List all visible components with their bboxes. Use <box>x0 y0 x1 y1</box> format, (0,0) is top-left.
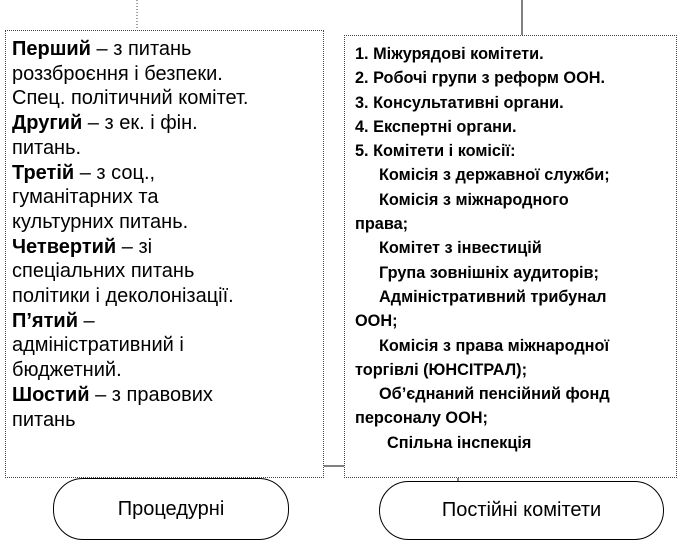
committee-description: спеціальних питань <box>12 260 195 283</box>
standing-body-line: Комісія з державної служби; <box>379 166 610 185</box>
committee-description: бюджетний. <box>12 359 122 382</box>
standing-committees-label: Постійні комітети <box>441 499 602 521</box>
standing-body-line: ООН; <box>355 312 398 331</box>
standing-body-line: 4. Експертні органи. <box>355 117 517 136</box>
standing-body-line: Комітет з інвестицій <box>379 239 542 258</box>
standing-body-line: персоналу ООН; <box>355 409 488 428</box>
standing-body-line: права; <box>355 215 409 234</box>
committee-description: адміністративний і <box>12 334 184 357</box>
standing-body-line: 1. Міжурядові комітети. <box>355 45 544 63</box>
committee-description: гуманітарних та <box>12 186 159 209</box>
committee-name: Перший <box>12 38 91 60</box>
main-committee-line <box>12 111 323 136</box>
committee-name: Другий <box>12 112 83 135</box>
committee-name: Шостий <box>12 383 90 406</box>
main-committee-line <box>12 185 323 210</box>
committee-name: П’ятий <box>12 309 78 332</box>
main-committee-line <box>12 284 323 309</box>
standing-body-line: 2. Робочі групи з реформ ООН. <box>355 69 606 88</box>
standing-body-line: Група зовнішніх аудиторів; <box>379 263 599 282</box>
committee-description: – з правових <box>89 383 213 406</box>
standing-body-line: Об’єднаний пенсійний фонд <box>379 385 610 404</box>
standing-body-line: Спільна інспекція <box>387 433 532 452</box>
main-committee-line <box>12 309 323 334</box>
committee-name: Четвертий <box>12 235 117 258</box>
procedural-committees-oval <box>53 478 289 540</box>
main-committee-line <box>12 62 323 87</box>
standing-body-line: Комісія з права міжнародної <box>379 336 610 355</box>
main-committee-line <box>12 235 323 260</box>
committee-description: питань <box>12 408 76 431</box>
committee-description: – зі <box>116 235 153 258</box>
main-committee-line <box>12 333 323 358</box>
standing-body-line: Адміністративний трибунал <box>379 287 607 306</box>
main-committee-line <box>12 383 323 408</box>
committee-description: політики і деколонізації. <box>12 285 234 308</box>
main-committee-line <box>12 358 323 383</box>
committee-description: – з соц., <box>74 161 156 184</box>
committee-description: питань. <box>12 136 82 159</box>
standing-committees-box <box>344 35 677 478</box>
procedural-committees-label: Процедурні <box>117 497 225 520</box>
standing-committees-oval <box>379 481 664 540</box>
committee-description: – <box>78 309 95 332</box>
committee-description: Спец. політичний комітет. <box>12 87 249 110</box>
main-committee-line <box>12 210 323 235</box>
standing-body-line: Комісія з міжнародного <box>379 190 569 209</box>
main-committee-line <box>12 161 323 186</box>
main-committee-line <box>12 408 323 433</box>
committee-description: – з питань <box>90 38 192 60</box>
committee-description: роззброєння і безпеки. <box>12 62 223 85</box>
committee-description: культурних питань. <box>12 210 189 233</box>
committee-name: Третій <box>12 161 75 184</box>
main-committee-line <box>12 259 323 284</box>
committee-description: – з ек. і фін. <box>82 112 198 135</box>
main-committee-line <box>12 37 323 62</box>
main-committees-box <box>5 30 324 478</box>
main-committee-line <box>12 136 323 161</box>
standing-body-line: 3. Консультативні органи. <box>355 93 564 112</box>
main-committee-line <box>12 86 323 111</box>
standing-body-line: торгівлі (ЮНСІТРАЛ); <box>355 360 527 379</box>
standing-body-line: 5. Комітети і комісії: <box>355 142 516 161</box>
